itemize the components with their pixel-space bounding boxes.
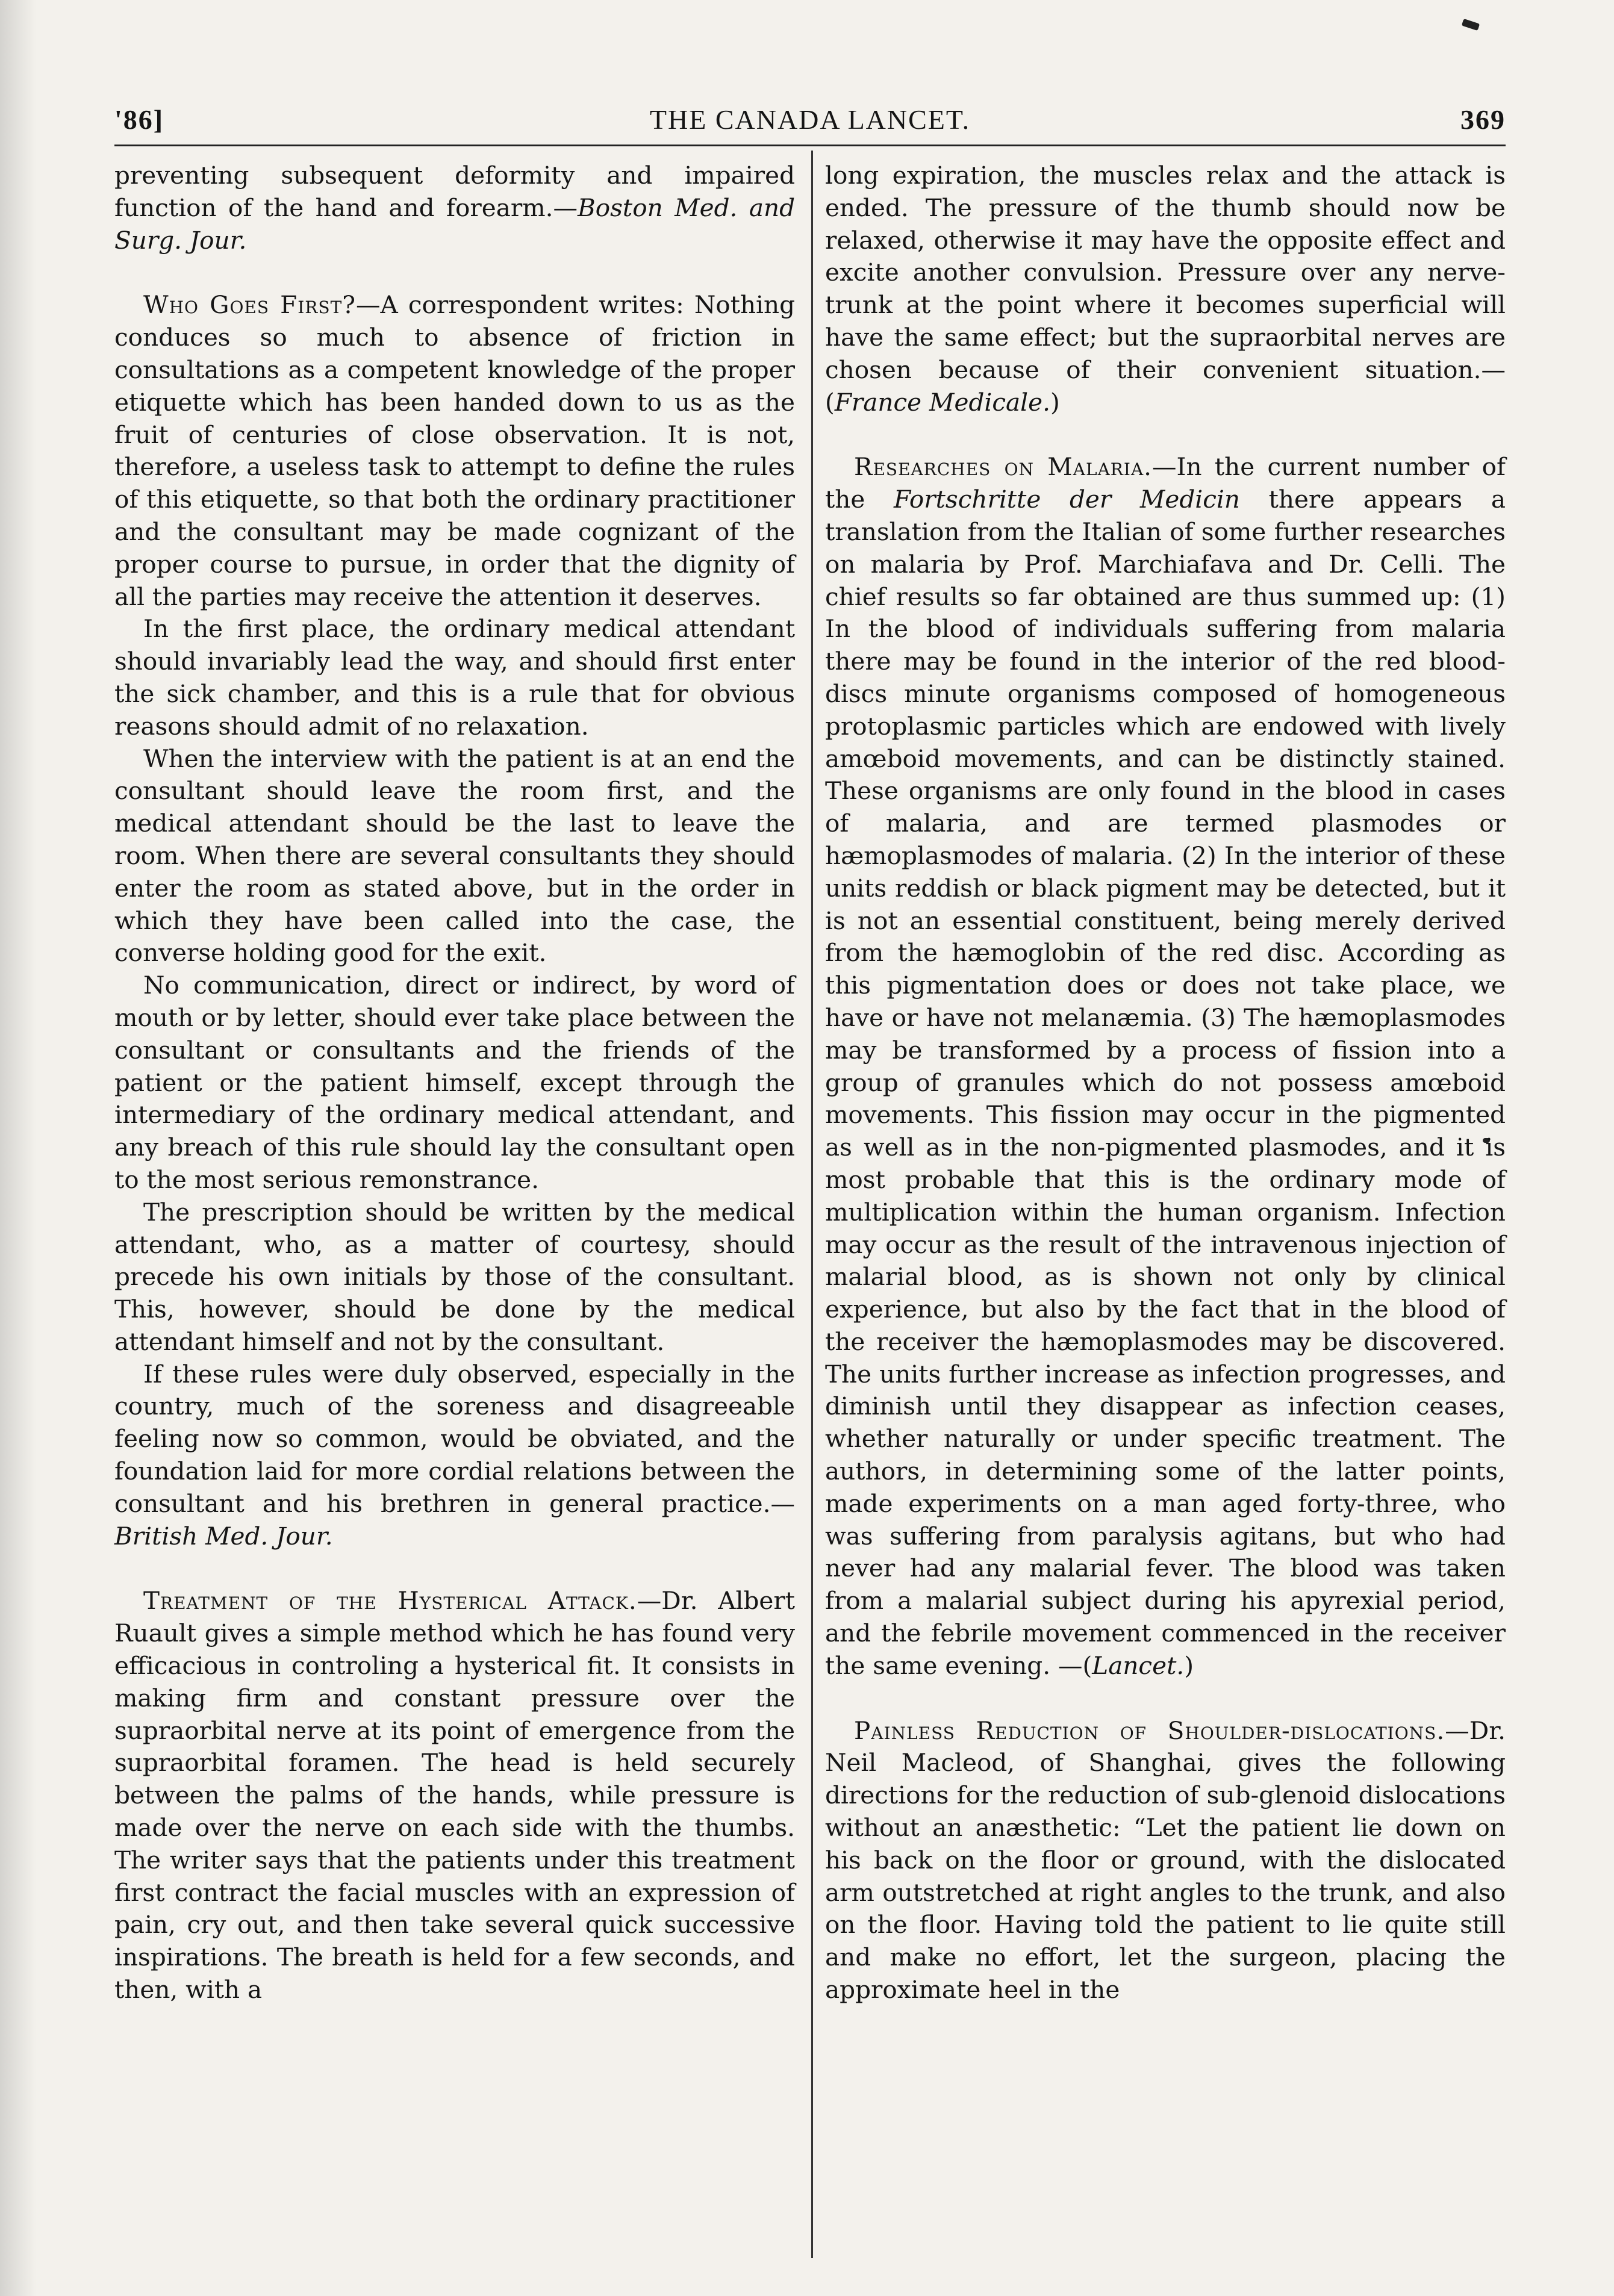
paragraph-text: The prescription should be written by the medical attendant, who, as a matter of courtesy, should precede his own initials by those of the consultant. This, however, should be done by the medical attendant himself and not by the consultant. xyxy=(114,1197,795,1356)
section-gap xyxy=(114,257,795,289)
citation: British Med. Jour. xyxy=(114,1521,333,1551)
right-paragraph xyxy=(825,160,1506,418)
header-rule xyxy=(114,145,1506,146)
paragraph-text: —Dr. Albert Ruault gives a simple method which he has found very efficacious in controling a hysterical fit. It consists in making firm and constant pressure over the supraorbital nerve at its point of emergence from the supraorbital foramen. The head is held securely between the palms of the hands, while pressure is made over the nerve on each side with the thumbs. The writer says that the patients under this treatment first contract the facial muscles with an expression of pain, cry out, and then take several quick successive inspirations. The breath is held for a few seconds, and then, with a xyxy=(114,1586,795,2005)
left-paragraph xyxy=(114,289,795,613)
left-paragraph xyxy=(114,160,795,257)
left-paragraph xyxy=(114,1358,795,1553)
paragraph-text: —Dr. Neil Macleod, of Shanghai, gives the following directions for the reduction of sub-glenoid dislocations without an anæsthetic: “Let the patient lie down on his back on the floor or ground, with the dislocated arm outstretched at right angles to the trunk, and also on the floor. Having told the patient to lie quite still and make no effort, let the surgeon, placing the approximate heel in the xyxy=(825,1716,1506,2005)
left-paragraph xyxy=(114,743,795,970)
left-paragraph xyxy=(114,1196,795,1358)
paragraph-text: ) xyxy=(1050,387,1060,417)
section-heading: Who Goes First? xyxy=(143,290,356,320)
page-edge-shadow xyxy=(0,0,36,2296)
paragraph-text: In the first place, the ordinary medical attendant should invariably lead the way, and should first enter the sick chamber, and this is a rule that for obvious reasons should admit of no relaxation. xyxy=(114,614,795,741)
paragraph-text: When the interview with the patient is at an end the consultant should leave the room first, and the medical attendant should be the last to leave the room. When there are several consultants they should enter the room as stated above, but in the order in which they have been called into the case, the converse holding good for the exit. xyxy=(114,744,795,968)
right-paragraph xyxy=(825,1715,1506,2006)
paragraph-text: long expiration, the muscles relax and the attack is ended. The pressure of the thumb should now be relaxed, otherwise it may have the opposite effect and excite another convulsion. Pressure over any nerve-trunk at the point where it becomes superficial will have the same effect; but the supraorbital nerves are chosen because of their convenient situation.—( xyxy=(825,161,1506,417)
ink-mark xyxy=(1462,19,1480,31)
citation: Fortschritte der Medicin xyxy=(894,485,1240,514)
right-paragraph xyxy=(825,451,1506,1682)
left-paragraph xyxy=(114,969,795,1196)
left-paragraph xyxy=(114,613,795,742)
paragraph-text: No communication, direct or indirect, by word of mouth or by letter, should ever take place between the consultant or consultants and the friends of the patient or the patient himself, except through the intermediary of the ordinary medical attendant, and any breach of this rule should lay the consultant open to the most serious remonstrance. xyxy=(114,971,795,1194)
citation: Lancet. xyxy=(1092,1650,1185,1680)
paragraph-text: If these rules were duly observed, especially in the country, much of the soreness and disagreeable feeling now so common, would be obviated, and the foundation laid for more cordial relations between the consultant and his brethren in general practice.— xyxy=(114,1359,795,1518)
left-paragraph xyxy=(114,1585,795,2006)
paragraph-text: —A correspondent writes: Nothing conduces so much to absence of friction in consultations as a competent knowledge of the proper etiquette which has been handed down to us as the fruit of centuries of close observation. It is not, therefore, a useless task to attempt to define the rules of this etiquette, so that both the ordinary practitioner and the consultant may be made cognizant of the proper course to pursue, in order that the dignity of all the parties may receive the attention it deserves. xyxy=(114,290,796,611)
right-column xyxy=(825,160,1506,2006)
left-column xyxy=(114,160,795,2006)
paragraph-text: —In the current number of the xyxy=(825,452,1506,514)
journal-title: THE CANADA LANCET. xyxy=(649,104,971,135)
citation: Boston Med. and Surg. Jour. xyxy=(114,193,795,255)
page-number: 369 xyxy=(1460,104,1506,135)
section-heading: Treatment of the Hysterical Attack. xyxy=(143,1586,637,1616)
citation: France Medicale. xyxy=(834,387,1050,417)
section-gap xyxy=(114,1552,795,1585)
section-gap xyxy=(825,1682,1506,1715)
column-divider xyxy=(811,151,813,2258)
paragraph-text: preventing subsequent deformity and impaired function of the hand and forearm.— xyxy=(114,161,795,222)
paragraph-text: there appears a translation from the Italian of some further researches on malaria by Prof. Marchiafava and Dr. Celli. The chief results so far obtained are thus summed up: (1) In the blood of individuals suffering from malaria there may be found in the interior of the red blood-discs minute organisms composed of homogeneous protoplasmic particles which are endowed with lively amœboid movements, and can be distinctly stained. These organisms are only found in the blood in cases of malaria, and are termed plasmodes or hæmoplasmodes of malaria. (2) In the interior of these units reddish or black pigment may be detected, but it is not an essential constituent, being merely derived from the hæmoglobin of the red disc. According as this pigmentation does or does not take place, we have or have not melanæmia. (3) The hæmoplasmodes may be transformed by a process of fission into a group of granules which do not possess amœboid movements. This fission may occur in the pigmented as well as in the non-pigmented plasmodes, and it is most probable that this is the ordinary mode of multiplication within the human organism. Infection may occur as the result of the intravenous injection of malarial blood, as is shown not only by clinical experience, but also by the fact that in the blood of the receiver the hæmoplasmodes may be discovered. The units further increase as infection progresses, and diminish until they disappear as infection ceases, whether naturally or under specific treatment. The authors, in determining some of the latter points, made experiments on a man aged forty-three, who was suffering from paralysis agitans, but who had never had any malarial fever. The blood was taken from a malarial subject during his apyrexial period, and the febrile movement commenced in the receiver the same evening. —( xyxy=(825,485,1506,1680)
running-header xyxy=(114,104,1506,140)
section-gap xyxy=(825,418,1506,451)
section-heading: Painless Reduction of Shoulder-dislocations. xyxy=(854,1716,1445,1745)
paragraph-text: ) xyxy=(1184,1650,1194,1680)
section-heading: Researches on Malaria. xyxy=(854,452,1153,482)
header-year: '86] xyxy=(114,104,164,135)
